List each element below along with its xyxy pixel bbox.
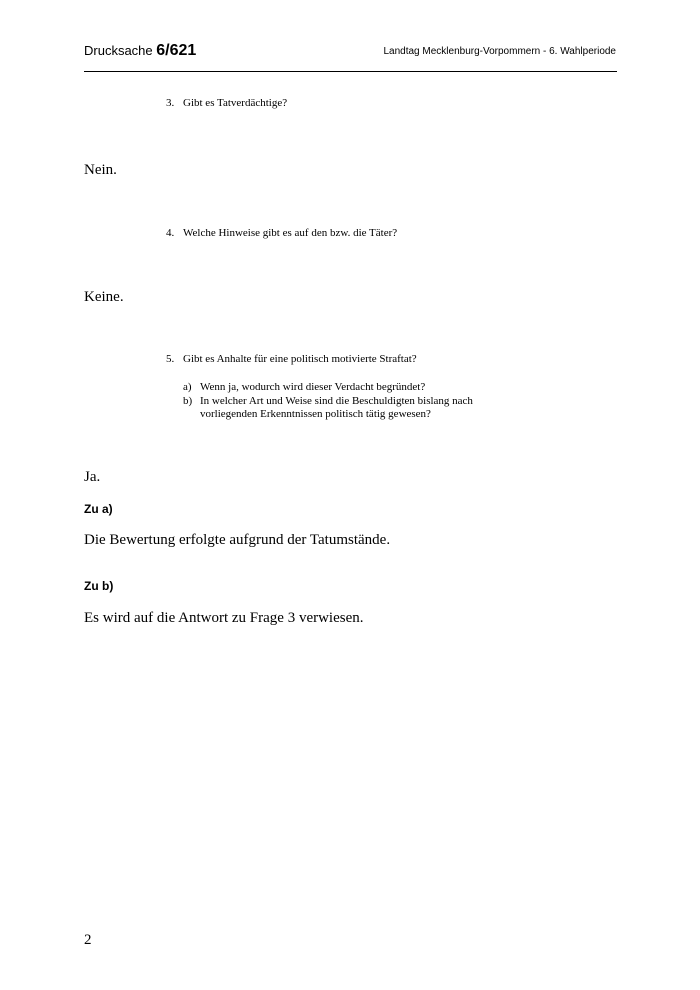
answer-5b-heading: Zu b) bbox=[84, 579, 114, 593]
question-number: 5. bbox=[166, 353, 175, 365]
answer-5b-text: Es wird auf die Antwort zu Frage 3 verwiesen. bbox=[84, 610, 364, 626]
page-number: 2 bbox=[84, 932, 92, 948]
answer-5: Ja. bbox=[84, 469, 101, 485]
parliament-title: Landtag Mecklenburg-Vorpommern - 6. Wahlperiode bbox=[383, 46, 616, 57]
subitem-text-line-1: In welcher Art und Weise sind die Beschuldigten bislang nach bbox=[200, 395, 473, 407]
question-4 bbox=[166, 227, 397, 239]
subitem-text-line-2: vorliegenden Erkenntnissen politisch tätig gewesen? bbox=[200, 408, 431, 420]
subitem-text-block bbox=[200, 395, 517, 421]
question-text: Gibt es Tatverdächtige? bbox=[183, 97, 288, 109]
document-number bbox=[84, 42, 196, 60]
answer-3: Nein. bbox=[84, 162, 117, 178]
subitem-text: Wenn ja, wodurch wird dieser Verdacht begründet? bbox=[200, 381, 426, 393]
question-text: Gibt es Anhalte für eine politisch motivierte Straftat? bbox=[183, 353, 417, 365]
document-number-value: 6/621 bbox=[156, 42, 197, 59]
question-number: 4. bbox=[166, 227, 175, 239]
answer-5a-text: Die Bewertung erfolgte aufgrund der Tatumstände. bbox=[84, 532, 391, 548]
header-divider bbox=[84, 71, 617, 72]
subitem-letter: a) bbox=[183, 381, 192, 393]
question-text: Welche Hinweise gibt es auf den bzw. die Täter? bbox=[183, 227, 398, 239]
document-prefix: Drucksache bbox=[84, 43, 153, 58]
answer-5a-heading: Zu a) bbox=[84, 502, 113, 516]
question-number: 3. bbox=[166, 97, 175, 109]
subitem-letter: b) bbox=[183, 395, 193, 407]
answer-4: Keine. bbox=[84, 289, 124, 305]
question-3 bbox=[166, 97, 287, 109]
question-5 bbox=[166, 353, 417, 365]
